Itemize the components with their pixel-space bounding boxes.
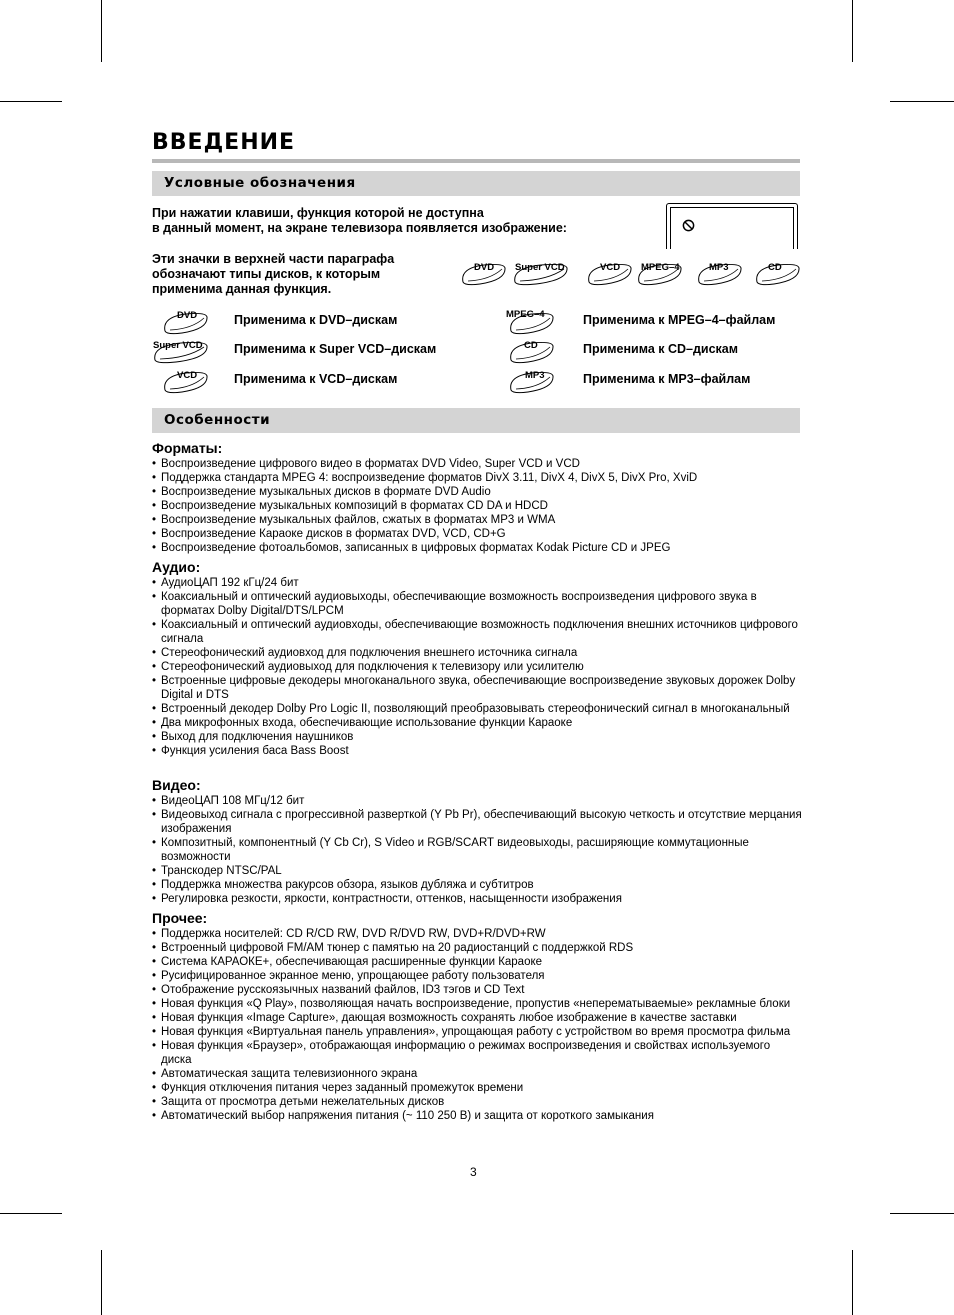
other-list: [152, 927, 802, 1123]
disc-label: MP3: [525, 370, 545, 381]
list-item: • Встроенные цифровые декодеры многоканального звука, обеспечивающие воспроизведение звуковых дорожек Dolby Digital и DTS: [152, 674, 802, 702]
icons-explanation: [152, 252, 394, 297]
list-item: • Транскодер NTSC/PAL: [152, 864, 802, 878]
page-number: 3: [470, 1165, 477, 1179]
tv-screen-illustration: [666, 203, 798, 249]
formats-heading: Форматы:: [152, 440, 223, 456]
crop-mark: [0, 1213, 62, 1214]
formats-list: [152, 457, 802, 555]
disc-label: DVD: [474, 262, 495, 273]
list-item: • Воспроизведение цифрового видео в форматах DVD Video, Super VCD и VCD: [152, 457, 802, 471]
list-item: • Поддержка стандарта MPEG 4: воспроизведение форматов DivX 3.11, DivX 4, DivX 5, DivX Pro, XviD: [152, 471, 802, 485]
disc-label: Super VCD: [515, 262, 565, 273]
crop-mark: [890, 101, 954, 102]
list-item: • Новая функция «Image Capture», дающая возможность сохранять любое изображение в качестве заставки: [152, 1011, 802, 1025]
disc-label: CD: [768, 262, 782, 273]
list-item: • Система КАРАОКЕ+, обеспечивающая расширенные функции Караоке: [152, 955, 802, 969]
list-item: • Воспроизведение музыкальных файлов, сжатых в форматах MP3 и WMA: [152, 513, 802, 527]
list-item: • АудиоЦАП 192 кГц/24 бит: [152, 576, 802, 590]
legend-text: Применима к VCD–дискам: [234, 372, 398, 386]
audio-list: [152, 576, 802, 758]
list-item: • Автоматическая защита телевизионного экрана: [152, 1067, 802, 1081]
disc-label: Super VCD: [153, 340, 203, 351]
list-item: • Встроенный цифровой FM/AM тюнер с памятью на 20 радиостанций с поддержкой RDS: [152, 941, 802, 955]
crop-mark: [852, 0, 853, 62]
list-item: • Функция отключения питания через заданный промежуток времени: [152, 1081, 802, 1095]
disc-label: MPEG–4: [641, 262, 680, 273]
text-line: При нажатии клавиши, функция которой не доступна: [152, 206, 484, 220]
crop-mark: [890, 1213, 954, 1214]
unavailable-text: [152, 206, 567, 236]
text-line: обозначают типы дисков, к которым: [152, 267, 381, 281]
list-item: • Стереофонический аудиовход для подключения внешнего источника сигнала: [152, 646, 802, 660]
disc-label: VCD: [600, 262, 621, 273]
prohibited-icon: [682, 219, 695, 232]
section-bar-conventions: [152, 171, 800, 196]
list-item: • Выход для подключения наушников: [152, 730, 802, 744]
section-title: Особенности: [164, 412, 271, 428]
list-item: • Коаксиальный и оптический аудиовыходы, обеспечивающие возможность воспроизведения цифрового звука в форматах Dolby Digital/DTS/LPCM: [152, 590, 802, 618]
legend-text: Применима к MP3–файлам: [583, 372, 751, 386]
list-item: • Функция усиления баса Bass Boost: [152, 744, 802, 758]
list-item: • Композитный, компонентный (Y Cb Cr), S Video и RGB/SCART видеовыходы, расширяющие коммутационные возможности: [152, 836, 802, 864]
list-item: • Воспроизведение музыкальных дисков в формате DVD Audio: [152, 485, 802, 499]
title-rule: [152, 159, 800, 163]
list-item: • Встроенный декодер Dolby Pro Logic II, позволяющий преобразовывать стереофонический сигнал в многоканальный: [152, 702, 802, 716]
section-bar-features: [152, 408, 800, 433]
legend-text: Применима к CD–дискам: [583, 342, 739, 356]
list-item: • Стереофонический аудиовыход для подключения к телевизору или усилителю: [152, 660, 802, 674]
disc-label: VCD: [177, 370, 198, 381]
disc-label: DVD: [177, 310, 198, 321]
list-item: • Новая функция «Q Play», позволяющая начать воспроизведение, пропустив «неперематываемые» рекламные блоки: [152, 997, 802, 1011]
disc-label: MPEG–4: [506, 309, 545, 320]
list-item: • Воспроизведение фотоальбомов, записанных в цифровых форматах Kodak Picture CD и JPEG: [152, 541, 802, 555]
video-list: [152, 794, 802, 906]
list-item: • Поддержка носителей: CD R/CD RW, DVD R/DVD RW, DVD+R/DVD+RW: [152, 927, 802, 941]
disc-label: MP3: [709, 262, 729, 273]
video-heading: Видео:: [152, 777, 201, 793]
list-item: • Новая функция «Браузер», отображающая информацию о режимах воспроизведения и свойствах используемого диска: [152, 1039, 802, 1067]
audio-heading: Аудио:: [152, 559, 201, 575]
list-item: • Поддержка множества ракурсов обзора, языков дубляжа и субтитров: [152, 878, 802, 892]
legend-text: Применима к DVD–дискам: [234, 313, 398, 327]
crop-mark: [0, 101, 62, 102]
page-title: ВВЕДЕНИЕ: [152, 130, 296, 155]
list-item: • Русифицированное экранное меню, упрощающее работу пользователя: [152, 969, 802, 983]
text-line: Эти значки в верхней части параграфа: [152, 252, 395, 266]
other-heading: Прочее:: [152, 910, 208, 926]
list-item: • ВидеоЦАП 108 МГц/12 бит: [152, 794, 802, 808]
list-item: • Новая функция «Виртуальная панель управления», упрощающая работу с устройством во время просмотра фильма: [152, 1025, 802, 1039]
text-line: в данный момент, на экране телевизора появляется изображение:: [152, 221, 567, 235]
text-line: применима данная функция.: [152, 282, 332, 296]
crop-mark: [101, 0, 102, 62]
crop-mark: [101, 1250, 102, 1315]
section-title: Условные обозначения: [164, 175, 356, 191]
list-item: • Коаксиальный и оптический аудиовходы, обеспечивающие возможность подключения внешних источников цифрового сигнала: [152, 618, 802, 646]
list-item: • Автоматический выбор напряжения питания (~ 110 250 В) и защита от короткого замыкания: [152, 1109, 802, 1123]
list-item: • Воспроизведение Караоке дисков в форматах DVD, VCD, CD+G: [152, 527, 802, 541]
legend-text: Применима к Super VCD–дискам: [234, 342, 437, 356]
list-item: • Отображение русскоязычных названий файлов, ID3 тэгов и CD Text: [152, 983, 802, 997]
legend-text: Применима к MPEG–4–файлам: [583, 313, 776, 327]
list-item: • Защита от просмотра детьми нежелательных дисков: [152, 1095, 802, 1109]
disc-label: CD: [524, 340, 538, 351]
list-item: • Видеовыход сигнала с прогрессивной разверткой (Y Pb Pr), обеспечивающий высокую четкость и отсутствие мерцания изображения: [152, 808, 802, 836]
crop-mark: [852, 1250, 853, 1315]
list-item: • Регулировка резкости, яркости, контрастности, оттенков, насыщенности изображения: [152, 892, 802, 906]
list-item: • Два микрофонных входа, обеспечивающие использование функции Караоке: [152, 716, 802, 730]
list-item: • Воспроизведение музыкальных композиций в форматах CD DA и HDCD: [152, 499, 802, 513]
